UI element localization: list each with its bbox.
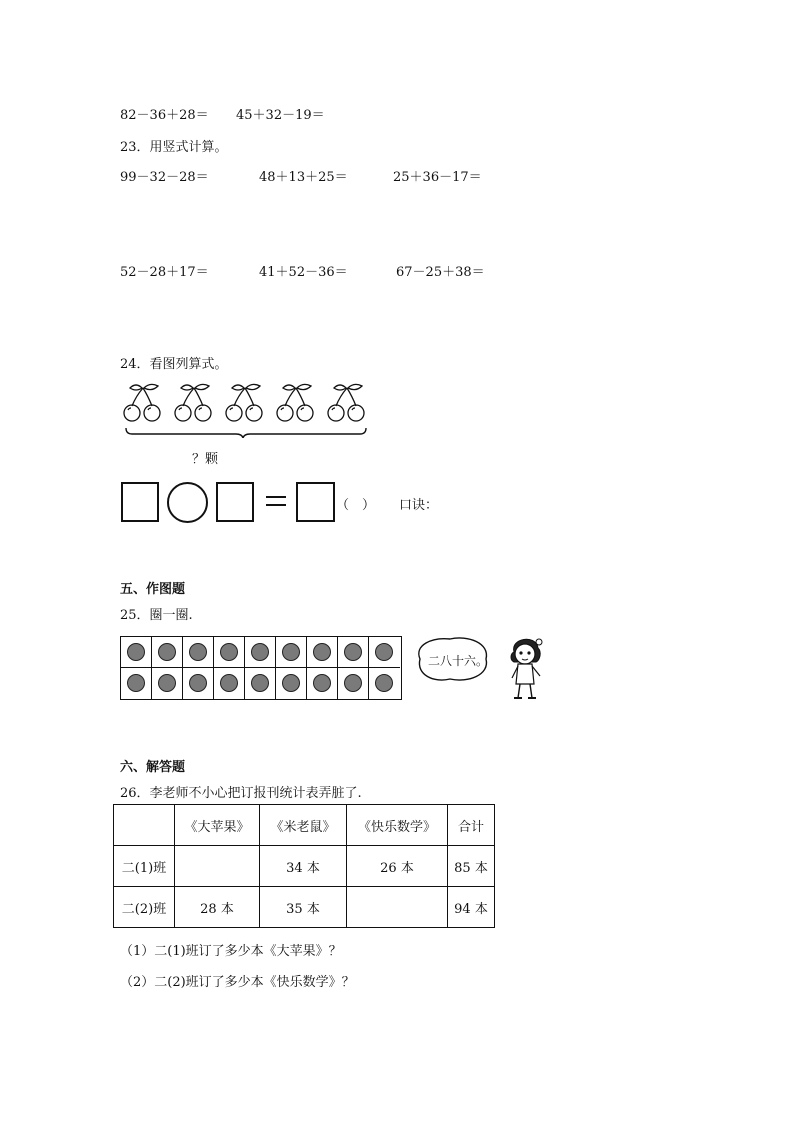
table-cell: 85 本 xyxy=(448,846,495,887)
cherry-pair-icon xyxy=(226,384,262,421)
cherry-pair-icon xyxy=(175,384,211,421)
gray-dot-icon xyxy=(189,674,207,692)
table-header-row xyxy=(114,805,495,846)
cherry-pair-icon xyxy=(328,384,364,421)
girl-illustration xyxy=(500,632,550,702)
grid-cell[interactable] xyxy=(152,668,183,699)
unit-paren[interactable]: （ ） xyxy=(336,498,376,513)
grid-cell[interactable] xyxy=(152,637,183,668)
grid-cell[interactable] xyxy=(183,668,214,699)
dot-grid[interactable] xyxy=(120,636,402,700)
grid-cell[interactable] xyxy=(338,668,369,699)
equals-sign xyxy=(264,494,288,508)
table-row xyxy=(114,887,495,928)
brace xyxy=(126,428,366,438)
grid-cell[interactable] xyxy=(307,668,338,699)
gray-dot-icon xyxy=(127,643,145,661)
section6-heading: 六、解答题 xyxy=(120,760,186,775)
brace-label: ？颗 xyxy=(192,452,219,467)
gray-dot-icon xyxy=(158,674,176,692)
q23-row2-expr2: 41＋52－36＝ xyxy=(259,265,348,280)
grid-cell[interactable] xyxy=(183,637,214,668)
gray-dot-icon xyxy=(375,643,393,661)
gray-dot-icon xyxy=(375,674,393,692)
grid-cell[interactable] xyxy=(245,668,276,699)
grid-cell[interactable] xyxy=(276,668,307,699)
table-header-cell xyxy=(114,805,175,846)
table-cell: 二(1)班 xyxy=(114,846,175,887)
gray-dot-icon xyxy=(158,643,176,661)
table-header-cell: 《大苹果》 xyxy=(175,805,260,846)
table-cell: 34 本 xyxy=(260,846,347,887)
q23-row2-expr3: 67－25＋38＝ xyxy=(396,265,485,280)
gray-dot-icon xyxy=(282,643,300,661)
cherry-pair-icon xyxy=(124,384,160,421)
gray-dot-icon xyxy=(313,643,331,661)
grid-cell[interactable] xyxy=(307,637,338,668)
koujue-label: 口诀： xyxy=(399,498,439,513)
q23-title: 23．用竖式计算。 xyxy=(120,140,228,155)
grid-cell[interactable] xyxy=(121,637,152,668)
gray-dot-icon xyxy=(313,674,331,692)
q26-title: 26．李老师不小心把订报刊统计表弄脏了. xyxy=(120,786,362,801)
gray-dot-icon xyxy=(251,674,269,692)
grid-cell[interactable] xyxy=(369,668,400,699)
q24-title: 24．看图列算式。 xyxy=(120,357,228,372)
answer-box-2[interactable] xyxy=(216,482,254,522)
q26-sub1: （1）二(1)班订了多少本《大苹果》？ xyxy=(120,944,342,959)
grid-cell[interactable] xyxy=(121,668,152,699)
q23-row1-expr2: 48＋13＋25＝ xyxy=(259,170,348,185)
answer-box-1[interactable] xyxy=(121,482,159,522)
grid-cell[interactable] xyxy=(245,637,276,668)
table-cell: 二(2)班 xyxy=(114,887,175,928)
grid-cell[interactable] xyxy=(214,637,245,668)
table-cell[interactable] xyxy=(347,887,448,928)
gray-dot-icon xyxy=(189,643,207,661)
gray-dot-icon xyxy=(220,674,238,692)
q26-sub2: （2）二(2)班订了多少本《快乐数学》？ xyxy=(120,975,355,990)
table-cell[interactable] xyxy=(175,846,260,887)
grid-cell[interactable] xyxy=(369,637,400,668)
gray-dot-icon xyxy=(251,643,269,661)
gray-dot-icon xyxy=(127,674,145,692)
table-cell: 28 本 xyxy=(175,887,260,928)
gray-dot-icon xyxy=(344,674,362,692)
gray-dot-icon xyxy=(344,643,362,661)
table-header-cell: 《米老鼠》 xyxy=(260,805,347,846)
operator-circle[interactable] xyxy=(167,482,208,523)
answer-box-result[interactable] xyxy=(296,482,335,522)
table-cell: 26 本 xyxy=(347,846,448,887)
gray-dot-icon xyxy=(220,643,238,661)
table-row xyxy=(114,846,495,887)
q23-row2-expr1: 52－28＋17＝ xyxy=(120,265,209,280)
table-header-cell: 合计 xyxy=(448,805,495,846)
table-cell: 94 本 xyxy=(448,887,495,928)
expression-1: 82－36＋28＝ xyxy=(120,108,209,123)
cherry-pair-icon xyxy=(277,384,313,421)
expression-2: 45＋32－19＝ xyxy=(236,108,325,123)
speech-text: 二八十六。 xyxy=(428,654,489,668)
q25-title: 25．圈一圈. xyxy=(120,608,193,623)
table-cell: 35 本 xyxy=(260,887,347,928)
gray-dot-icon xyxy=(282,674,300,692)
section5-heading: 五、作图题 xyxy=(120,582,186,597)
subscription-table xyxy=(113,804,495,928)
grid-cell[interactable] xyxy=(214,668,245,699)
table-header-cell: 《快乐数学》 xyxy=(347,805,448,846)
grid-cell[interactable] xyxy=(276,637,307,668)
grid-cell[interactable] xyxy=(338,637,369,668)
q23-row1-expr1: 99－32－28＝ xyxy=(120,170,209,185)
q23-row1-expr3: 25＋36－17＝ xyxy=(393,170,482,185)
cherries-illustration xyxy=(118,380,373,438)
